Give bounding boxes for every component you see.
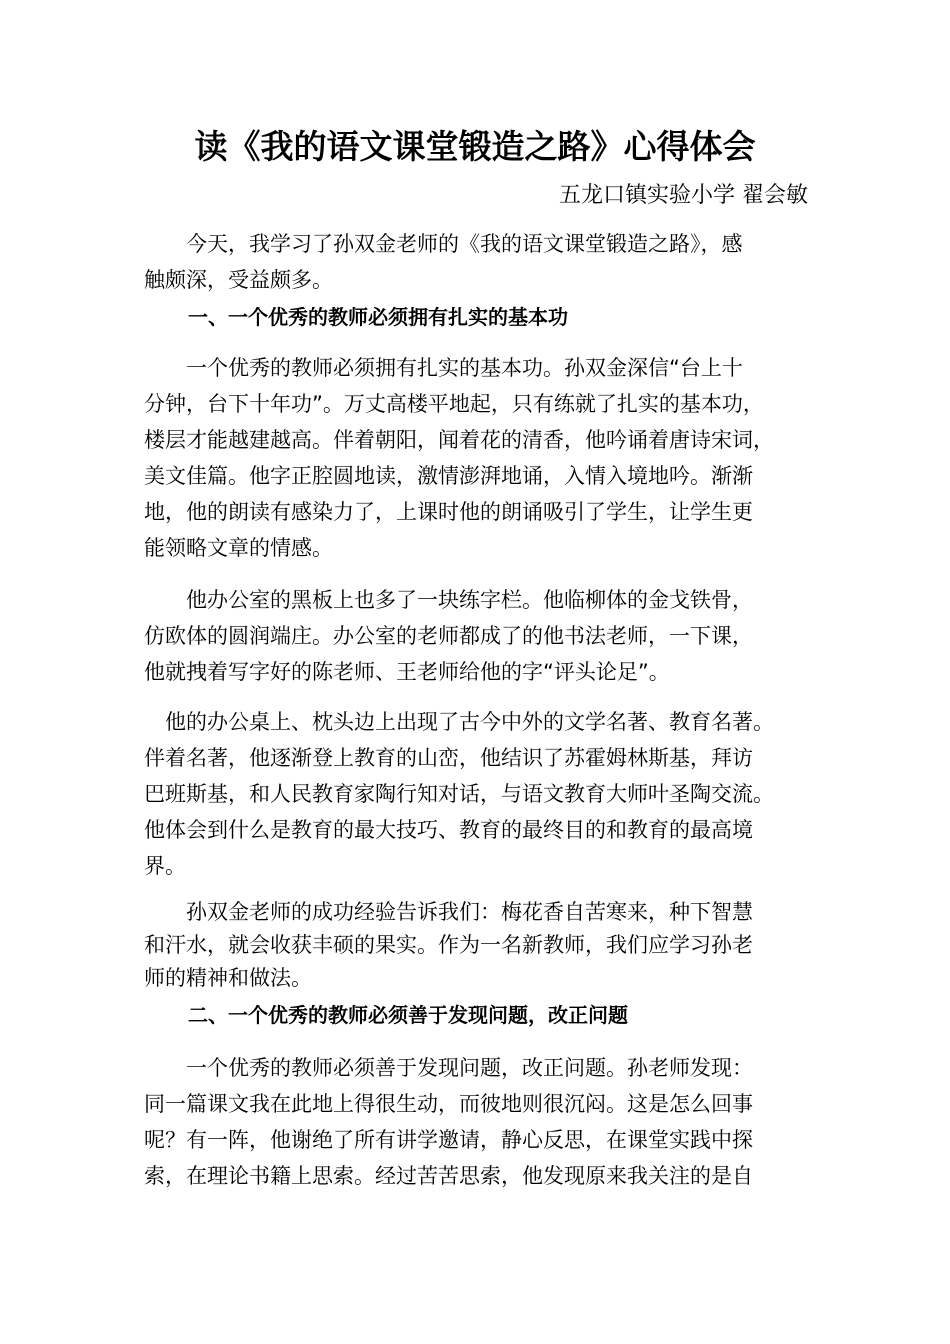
paragraph-line: 界。 <box>144 854 186 878</box>
paragraph-2 <box>144 582 824 690</box>
paragraph-line: 和汗水，就会收获丰硕的果实。作为一名新教师，我们应学习孙老 <box>144 933 753 957</box>
author-line: 五龙口镇实验小学 翟会敏 <box>559 183 808 208</box>
paragraph-line: 今天，我学习了孙双金老师的《我的语文课堂锻造之路》，感 <box>144 232 743 256</box>
paragraph-line: 能领略文章的情感。 <box>144 536 333 560</box>
paragraph-line: 他办公室的黑板上也多了一块练字栏。他临柳体的金戈铁骨， <box>144 588 753 612</box>
paragraph-4 <box>144 896 824 995</box>
paragraph-line: 他就拽着写字好的陈老师、王老师给他的字“评头论足”。 <box>144 660 670 684</box>
section-heading-1: 一、一个优秀的教师必须拥有扎实的基本功 <box>188 305 568 329</box>
paragraph-line: 索，在理论书籍上思索。经过苦苦思索，他发现原来我关注的是自 <box>144 1164 753 1188</box>
paragraph-line: 伴着名著，他逐渐登上教育的山峦，他结识了苏霍姆林斯基，拜访 <box>144 746 753 770</box>
paragraph-line: 一个优秀的教师必须善于发现问题，改正问题。孙老师发现： <box>144 1056 753 1080</box>
paragraph-line: 楼层才能越建越高。伴着朝阳，闻着花的清香，他吟诵着唐诗宋词， <box>144 428 774 452</box>
paragraph-line: 分钟，台下十年功”。万丈高楼平地起，只有练就了扎实的基本功， <box>144 392 764 416</box>
paragraph-1 <box>144 350 824 566</box>
paragraph-line: 巴班斯基，和人民教育家陶行知对话，与语文教育大师叶圣陶交流。 <box>144 782 774 806</box>
paragraph-line: 一个优秀的教师必须拥有扎实的基本功。孙双金深信“台上十 <box>144 356 743 380</box>
paragraph-line: 师的精神和做法。 <box>144 966 312 990</box>
paragraph-line: 他体会到什么是教育的最大技巧、教育的最终目的和教育的最高境 <box>144 818 753 842</box>
intro-paragraph <box>144 226 824 298</box>
paragraph-line: 同一篇课文我在此地上得很生动，而彼地则很沉闷。这是怎么回事 <box>144 1092 753 1116</box>
paragraph-line: 触颇深，受益颇多。 <box>144 268 333 292</box>
paragraph-line: 美文佳篇。他字正腔圆地读，激情澎湃地诵，入情入境地吟。渐渐 <box>144 464 753 488</box>
paragraph-5 <box>144 1050 824 1194</box>
paragraph-line: 地，他的朗读有感染力了，上课时他的朗诵吸引了学生，让学生更 <box>144 500 753 524</box>
paragraph-3 <box>144 704 824 884</box>
paragraph-line: 仿欧体的圆润端庄。办公室的老师都成了的他书法老师，一下课， <box>144 624 753 648</box>
paragraph-line: 孙双金老师的成功经验告诉我们：梅花香自苦寒来，种下智慧 <box>144 900 753 924</box>
section-heading-2: 二、一个优秀的教师必须善于发现问题，改正问题 <box>188 1003 628 1027</box>
paragraph-line: 他的办公桌上、枕头边上出现了古今中外的文学名著、教育名著。 <box>144 710 774 734</box>
paragraph-line: 呢？有一阵，他谢绝了所有讲学邀请，静心反思，在课堂实践中探 <box>144 1128 753 1152</box>
document-title: 读《我的语文课堂锻造之路》心得体会 <box>194 127 756 166</box>
